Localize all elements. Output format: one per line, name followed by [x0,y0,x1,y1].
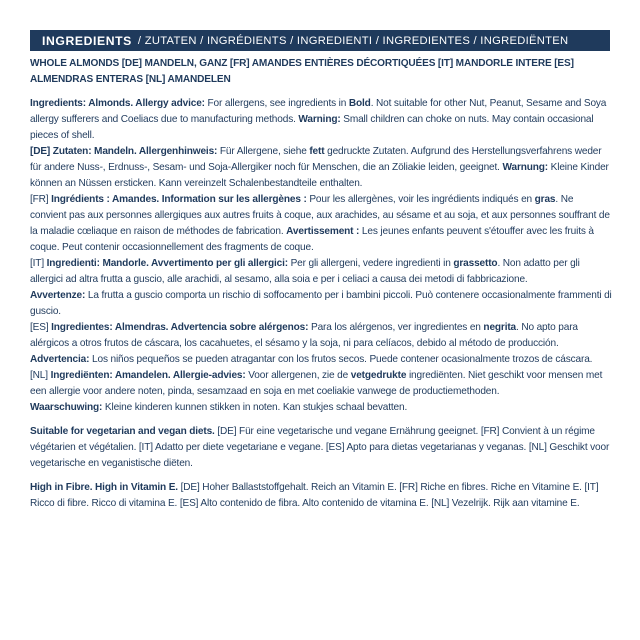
de-text-3: Kleine Kinder können an Nüssen ersticken. Kann vereinzelt Schalenbestandteile enthalten. [30,162,609,189]
de-label: [DE] Zutaten: Mandeln. Allergenhinweis: [30,146,218,157]
de-text-2: gedruckte Zutaten. Aufgrund des Herstellungsverfahrens weder für andere Nuss-, Erdnuss-, Sesam- und Soja-Allergiker noch für Menschen, die an Zöliakie leiden, geeignet. [30,146,602,173]
es-text-2: . No apto para alérgicos a otros frutos de cáscara, los cacahuetes, el sésamo y la soja, ni para celíacos, debido al método de producción. [30,322,578,349]
ingredients-header-banner [30,30,610,51]
fr-text-2: . Ne convient pas aux personnes allergiques aux autres fruits à coque, aux arachides, au sésame et au soja, et aux personnes souffrant de la maladie cœliaque en raison de méthodes de fabrication. [30,194,610,237]
header-highlight: INGREDIENTS [42,33,132,48]
ingredients-es [30,320,612,368]
it-bold-word: grassetto [453,258,498,269]
es-warning-label: Advertencia: [30,354,90,365]
ingredients-fr [30,192,612,256]
nl-text-3: Kleine kinderen kunnen stikken in noten. Kan stukjes schaal bevatten. [102,402,408,413]
fibre-label: High in Fibre. High in Vitamin E. [30,482,178,493]
en-label: Ingredients: Almonds. Allergy advice: [30,98,205,109]
product-title: WHOLE ALMONDS [DE] MANDELN, GANZ [FR] AMANDES ENTIÈRES DÉCORTIQUÉES [IT] MANDORLE INTERE [ES] ALMENDRAS ENTERAS [NL] AMANDELEN [30,58,574,85]
ingredients-it [30,256,612,320]
de-bold-word: fett [309,146,325,157]
es-prefix: [ES] [30,322,52,333]
ingredients-nl [30,368,612,416]
es-text-1: Para los alérgenos, ver ingredientes en [308,322,484,333]
es-bold-word: negrita [483,322,517,333]
ingredients-en [30,96,612,144]
fr-bold-word: gras [534,194,556,205]
it-text-3: La frutta a guscio comporta un rischio di soffocamento per i bambini piccoli. Può contenere occasionalmente frammenti di guscio. [30,290,612,317]
en-text-1: For allergens, see ingredients in [204,98,349,109]
suitable-label: Suitable for vegetarian and vegan diets. [30,426,215,437]
nl-label: Ingrediënten: Amandelen. Allergie-advies: [50,370,246,381]
de-warning-label: Warnung: [502,162,549,173]
fr-label: Ingrédients : Amandes. Information sur les allergènes : [51,194,307,205]
fr-text-3: Les jeunes enfants peuvent s'étouffer avec les fruits à coque. Peut contenir occasionnellement des fragments de coque. [30,226,594,253]
fr-prefix: [FR] [30,194,52,205]
de-text-1: Für Allergene, siehe [217,146,310,157]
es-label: Ingredientes: Almendras. Advertencia sobre alérgenos: [51,322,309,333]
it-label: Ingredienti: Mandorle. Avvertimento per gli allergici: [46,258,288,269]
en-bold-word: Bold [348,98,371,109]
fr-text-1: Pour les allergènes, voir les ingrédients indiqués en [306,194,535,205]
nl-bold-word: vetgedrukte [350,370,407,381]
en-text-2: . Not suitable for other Nut, Peanut, Sesame and Soya allergy sufferers and Coeliacs due to manufacturing methods. [30,98,607,125]
es-text-3: Los niños pequeños se pueden atragantar con los frutos secos. Puede contener ocasionalmente trozos de cáscara. [89,354,593,365]
suitable-diets [30,424,612,472]
nl-text-2: ingrediënten. Niet geschikt voor mensen met een allergie voor andere noten, pinda, sesamzaad en soja en met coeliakie vanwege de productiemethoden. [30,370,603,397]
en-warning-label: Warning: [298,114,341,125]
nl-text-1: Voor allergenen, zie de [245,370,351,381]
it-text-2: . Non adatto per gli allergici ad altra frutta a guscio, alle arachidi, al sesamo, alla soia e per i celiaci a causa dei metodi di fabbricazione. [30,258,580,285]
header-languages: / ZUTATEN / INGRÉDIENTS / INGREDIENTI / INGREDIENTES / INGREDIËNTEN [137,34,569,47]
nutrition-claims [30,480,612,512]
nl-warning-label: Waarschuwing: [30,402,103,413]
it-prefix: [IT] [30,258,47,269]
ingredients-content [30,56,612,512]
nl-prefix: [NL] [30,370,51,381]
fr-warning-label: Avertissement : [286,226,360,237]
ingredients-de [30,144,612,192]
en-text-3: Small children can choke on nuts. May contain occasional pieces of shell. [30,114,594,141]
fibre-text: [DE] Hoher Ballaststoffgehalt. Reich an Vitamin E. [FR] Riche en fibres. Riche en Vitamine E. [IT] Ricco di fibre. Ricco di vitamina E. [ES] Alto contenido de fibra. Alto contenido de vitamina E. [NL] Vezelrijk. Rijk aan vitamine E. [30,482,599,509]
it-text-1: Per gli allergeni, vedere ingredienti in [287,258,454,269]
suitable-text: [DE] Für eine vegetarische und vegane Ernährung geeignet. [FR] Convient à un régime végétarien et végétalien. [IT] Adatto per diete vegetariane e vegane. [ES] Apto para dietas vegetarianas y veganas. [NL] Geschikt voor vegetarische en veganistische diëten. [30,426,610,469]
it-warning-label: Avvertenze: [30,290,86,301]
